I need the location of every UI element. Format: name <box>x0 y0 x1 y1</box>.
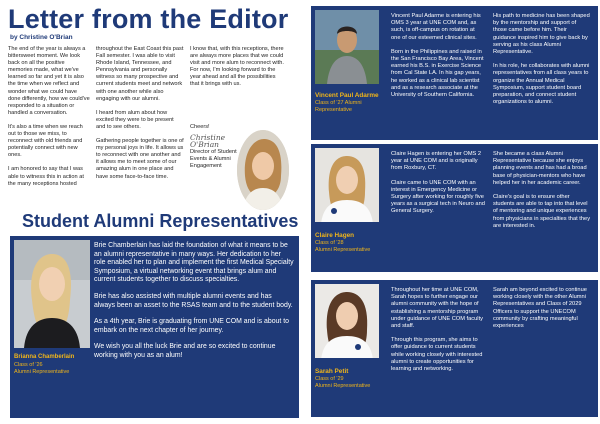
rep-photo <box>315 10 379 84</box>
rep-paragraph: Throughout her time at UNE COM, Sarah hopes to further engage our alumni community with the hope of establishing a mentorship program under guidance of UNE COM faculty and staff. <box>391 287 483 330</box>
rep-text-col-a <box>391 13 485 106</box>
rep-paragraph: Through this program, she aims to offer guidance to current students while working closely with interested alumni to create opportunities for learning and networking. <box>391 337 483 373</box>
rep-card-claire <box>311 144 598 272</box>
rep-paragraph: Sarah am beyond excited to continue working closely with the other Alumni Representatives and Class of 2029 Officers to support the UNECOM community by crafting meaningful experiences <box>493 287 587 330</box>
rep-text-col-b <box>493 13 591 113</box>
rep-paragraph: Claire's goal is to ensure other students are able to tap into that level of mentoring and unique experiences from physicians in specialties that they are interested in. <box>493 194 591 229</box>
rep-photo <box>315 284 379 358</box>
rep-class-year: Class of '29 <box>315 376 344 382</box>
featured-rep-card <box>10 236 299 418</box>
rep-name: Brianna Chamberlain <box>14 354 75 360</box>
rep-paragraph: We wish you all the luck Brie and are so excited to continue working with you as an alum! <box>94 343 276 359</box>
rep-text-col-a <box>391 151 485 223</box>
editor-photo <box>237 130 289 210</box>
rep-role: Alumni Representative <box>315 247 371 253</box>
rep-class-year: Class of '27 Alumni <box>315 100 362 106</box>
page-title: Letter from the Editor <box>8 4 289 34</box>
letter-column-1 <box>8 46 90 195</box>
letter-paragraph: throughout the East Coast this past Fall semester. I was able to visit Rhode Island, Tennessee, and Pennsylvania and personally witness so many prospective and current students meet and network with one another while also engaging with our alumni. <box>96 46 184 102</box>
rep-text-col-b <box>493 287 591 337</box>
rep-card-sarah <box>311 280 598 417</box>
rep-photo <box>315 148 379 222</box>
rep-paragraph: In his role, he collaborates with alumni representatives from all class years to organize the Annual Medical Symposium, support student board preparation, and connect student organizations to alumni. <box>493 63 590 106</box>
rep-name: Claire Hagen <box>315 232 355 239</box>
rep-text-col-a <box>391 287 485 380</box>
letter-paragraph: It's also a time when we reach out to those we miss, to reconnect with old friends and potentially connect with new ones. <box>8 123 83 159</box>
rep-card-vincent <box>311 6 598 140</box>
letter-paragraph: I heard from alum about how excited they were to be present and to see others. <box>96 109 174 130</box>
rep-class <box>14 362 90 376</box>
rep-paragraph: Brie Chamberlain has laid the foundation of what it means to be an alumni representative in many ways. Her dedication to her role enabled her to plan and implement the first Medical Specialty Symposium, a virtual networking event that brings alum and current students together to discuss specialties. <box>94 242 294 284</box>
rep-class-year: Class of '26 <box>14 362 43 368</box>
rep-paragraph: Claire Hagen is entering her OMS 2 year at UNE COM and is originally from Roxbury, CT. <box>391 151 482 172</box>
rep-paragraph: Vincent Paul Adarme is entering his OMS 3 year at UNE COM and, as such, is off-campus on rotation at one of our esteemed clinical sites. <box>391 13 481 41</box>
rep-paragraph: Brie has also assisted with multiple alumni events and has always been an asset to the RSAS team and to the student body. <box>94 292 293 309</box>
rep-class <box>315 100 387 114</box>
byline: by Christine O'Brian <box>10 34 73 41</box>
rep-class <box>315 240 387 254</box>
signature: Christine O'Brian <box>190 133 226 149</box>
rep-photo <box>14 240 90 348</box>
rep-name: Vincent Paul Adarme <box>315 92 379 99</box>
rep-paragraph: She became a class Alumni Representative because she enjoys planning events and has had a broad base of physician-mentors who have helped her in her academic career. <box>493 151 587 186</box>
featured-rep-text <box>94 242 294 369</box>
rep-role: Representative <box>315 107 352 113</box>
rep-paragraph: His path to medicine has been shaped by the mentorship and support of those came before him. Their guidance inspired him to give back by serving as his class Alumni Representative. <box>493 13 590 56</box>
rep-paragraph: Claire came to UNE COM with an interest in Emergency Medicine or Surgery after working for roughly five years as a surgical tech in Neuro and General Surgery. <box>391 179 485 215</box>
rep-class-year: Class of '28 <box>315 240 344 246</box>
rep-name: Sarah Petit <box>315 368 349 375</box>
section-title: Student Alumni Representatives <box>22 211 299 231</box>
rep-paragraph: As a 4th year, Brie is graduating from UNE COM and is about to embark on the next chapter of her journey. <box>94 318 289 334</box>
letter-column-2 <box>96 46 184 188</box>
letter-column-3 <box>190 46 285 96</box>
closing-text: Cheers! <box>190 124 210 130</box>
rep-paragraph: Born in the Philippines and raised in the San Francisco Bay Area, Vincent earned his B.S. in Exercise Science from Cal State LA. In his gap years, he worked as a clinical lab scientist and as a research associate at the University of Southern California. <box>391 48 484 99</box>
letter-paragraph: I know that, with this receptions, there are always more places that we could visit and more alum to reconnect with. For now, I'm looking forward to the year ahead and all the possibilities that it brings with us. <box>190 46 284 88</box>
editor-title: Director of Student Events & Alumni Engagement <box>190 149 237 169</box>
letter-paragraph: I am honored to say that I was able to witness this in action at the many receptions hosted <box>8 166 84 187</box>
rep-class <box>315 376 387 390</box>
letter-paragraph: The end of the year is always a bittersweet moment. We look back on all the positive memories made, what we've learned so far and yet it is also the time when we reflect and wonder what we could have done differently, how we could've responded to a situation or handled a conversation. <box>8 46 90 116</box>
letter-paragraph: Gathering people together is one of my personal joys in life. It allows us to reconnect with one another and it allows me to meet some of our amazing alum in one place and have some face-to-face time. <box>96 138 184 180</box>
rep-role: Alumni Representative <box>315 383 371 389</box>
rep-text-col-b <box>493 151 591 237</box>
rep-role: Alumni Representative <box>14 369 70 375</box>
